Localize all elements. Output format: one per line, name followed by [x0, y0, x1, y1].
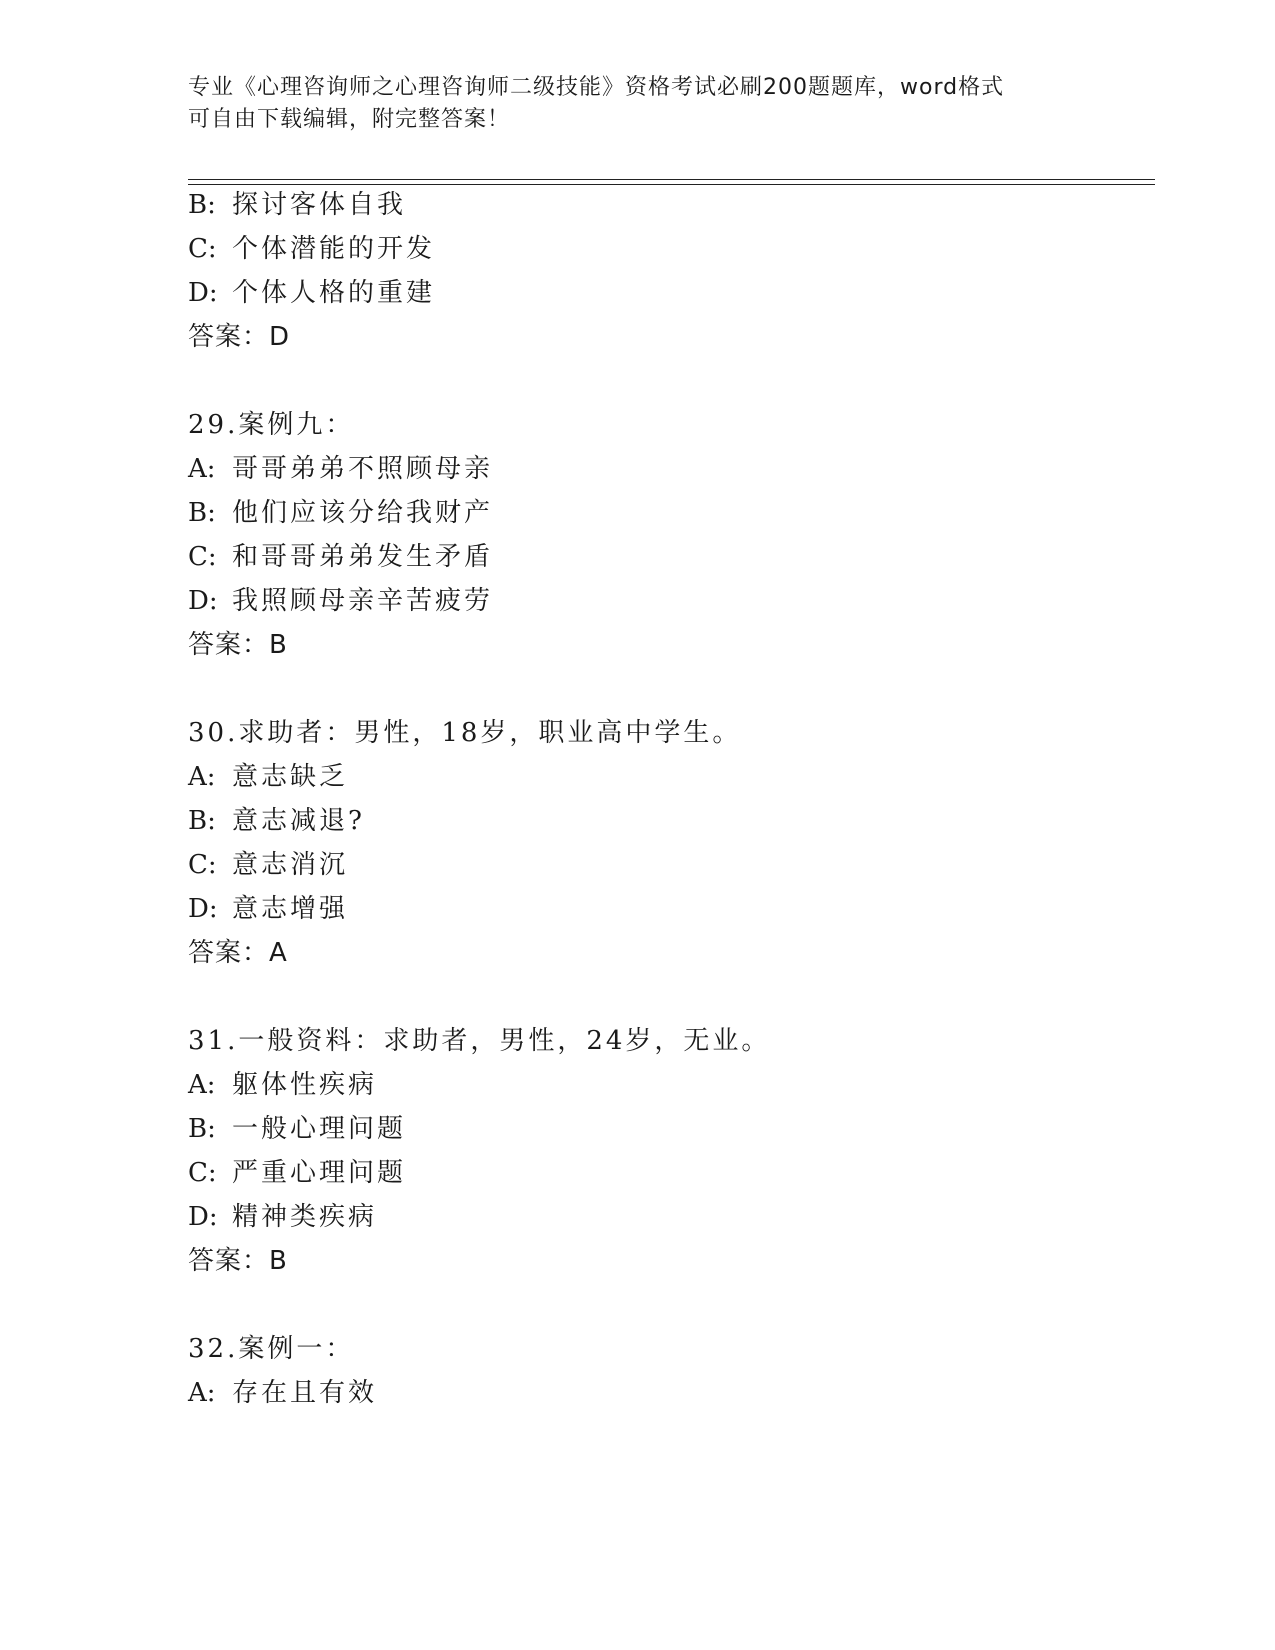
- question-stem: 31.一般资料：求助者，男性，24岁，无业。: [188, 1026, 771, 1056]
- option-letter: B:: [188, 806, 216, 836]
- option-letter: D:: [188, 278, 218, 308]
- option-text: 严重心理问题: [232, 1158, 407, 1188]
- option-text: 意志缺乏: [232, 762, 349, 792]
- header-line-2: 可自由下载编辑，附完整答案！: [188, 107, 511, 132]
- option-letter: D:: [188, 1202, 218, 1232]
- answer-line: 答案：B: [188, 630, 288, 660]
- option-letter: C:: [188, 1158, 217, 1188]
- document-header: [188, 72, 1088, 136]
- option-b: [188, 804, 365, 838]
- option-a: [188, 1376, 377, 1410]
- answer-line: 答案：B: [188, 1246, 288, 1276]
- option-text: 他们应该分给我财产: [232, 498, 494, 528]
- option-a: [188, 1068, 377, 1102]
- option-b: [188, 188, 406, 222]
- option-d: [188, 892, 348, 926]
- option-text: 存在且有效: [232, 1378, 378, 1408]
- option-text: 意志减退?: [232, 806, 365, 836]
- option-text: 哥哥弟弟不照顾母亲: [232, 454, 494, 484]
- option-text: 躯体性疾病: [232, 1070, 378, 1100]
- option-text: 我照顾母亲辛苦疲劳: [232, 586, 494, 616]
- option-letter: A:: [188, 1378, 216, 1408]
- option-text: 和哥哥弟弟发生矛盾: [232, 542, 494, 572]
- option-a: [188, 760, 348, 794]
- option-letter: B:: [188, 190, 216, 220]
- option-letter: A:: [188, 762, 216, 792]
- question-stem: 29.案例九：: [188, 410, 355, 440]
- option-letter: C:: [188, 234, 217, 264]
- option-letter: D:: [188, 894, 218, 924]
- option-letter: B:: [188, 498, 216, 528]
- option-d: [188, 584, 493, 618]
- header-divider-top: [188, 179, 1155, 180]
- answer-line: 答案：A: [188, 938, 288, 968]
- option-b: [188, 1112, 406, 1146]
- question-stem: 30.求助者：男性，18岁，职业高中学生。: [188, 718, 742, 748]
- option-d: [188, 276, 435, 310]
- option-text: 精神类疾病: [232, 1202, 378, 1232]
- option-letter: C:: [188, 850, 217, 880]
- option-text: 意志消沉: [232, 850, 349, 880]
- option-c: [188, 232, 435, 266]
- answer-line: 答案：D: [188, 322, 291, 352]
- option-text: 意志增强: [232, 894, 349, 924]
- option-text: 个体人格的重建: [232, 278, 436, 308]
- option-letter: A:: [188, 1070, 216, 1100]
- header-line-1: 专业《心理咨询师之心理咨询师二级技能》资格考试必刷200题题库，word格式: [188, 75, 1005, 100]
- option-c: [188, 848, 348, 882]
- option-letter: D:: [188, 586, 218, 616]
- option-letter: C:: [188, 542, 217, 572]
- option-a: [188, 452, 493, 486]
- option-letter: B:: [188, 1114, 216, 1144]
- option-letter: A:: [188, 454, 216, 484]
- header-divider-bottom: [188, 184, 1155, 185]
- option-text: 探讨客体自我: [232, 190, 407, 220]
- option-d: [188, 1200, 377, 1234]
- option-c: [188, 1156, 406, 1190]
- option-c: [188, 540, 493, 574]
- option-text: 一般心理问题: [232, 1114, 407, 1144]
- question-stem: 32.案例一：: [188, 1334, 355, 1364]
- option-text: 个体潜能的开发: [232, 234, 436, 264]
- option-b: [188, 496, 493, 530]
